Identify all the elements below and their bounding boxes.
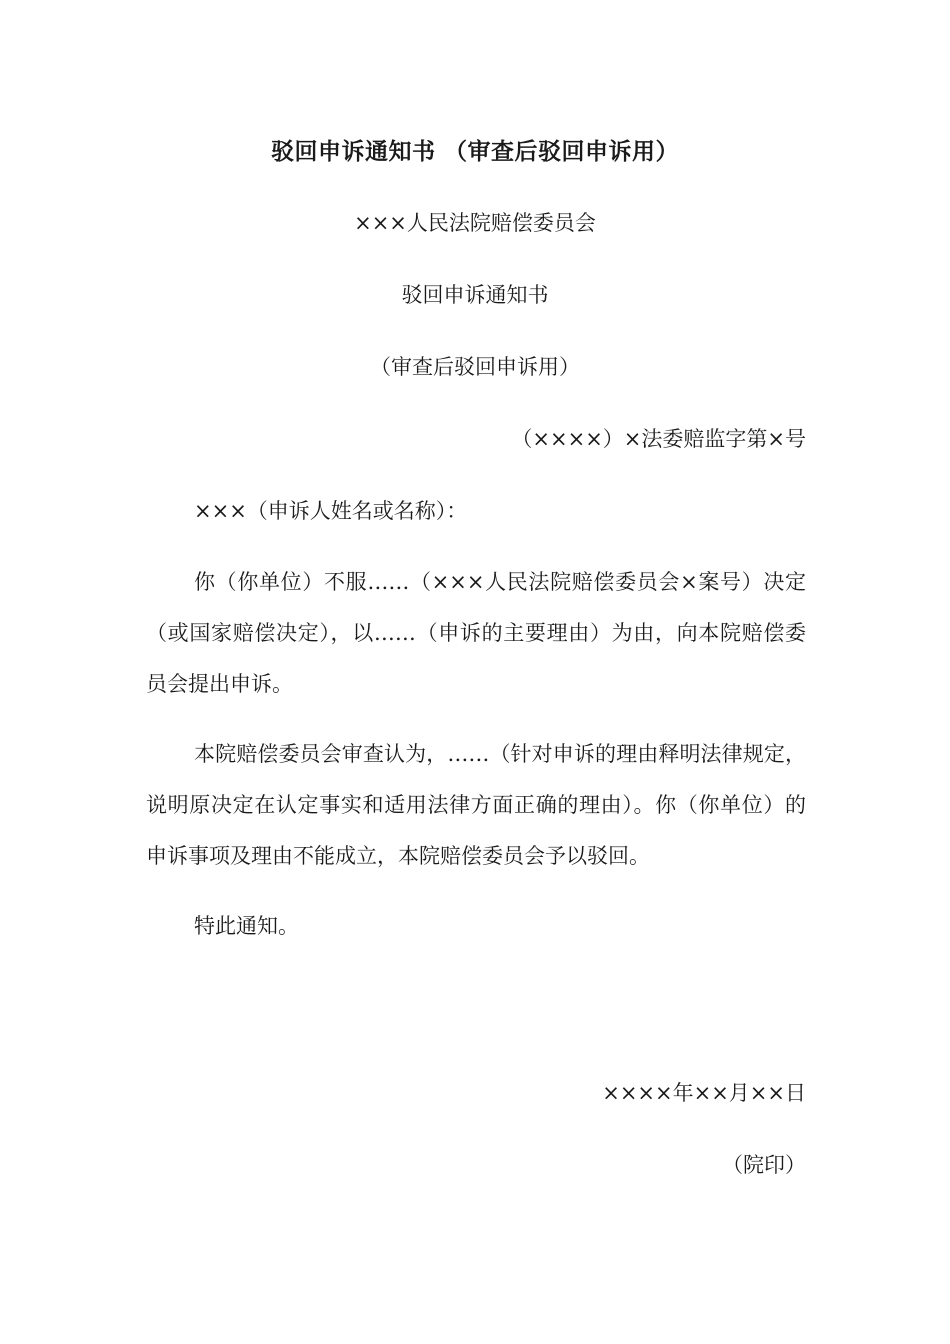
body-paragraph-2: 本院赔偿委员会审查认为，……（针对申诉的理由释明法律规定，说明原决定在认定事实和适用法律方面正确的理由）。你（你单位）的申诉事项及理由不能成立，本院赔偿委员会予以驳回。 xyxy=(146,742,806,868)
document-subtype: （审查后驳回申诉用） xyxy=(370,355,580,379)
document-date: ××××年××月××日 xyxy=(602,1081,806,1105)
closing-phrase: 特此通知。 xyxy=(194,914,299,938)
document-name: 驳回申诉通知书 xyxy=(401,283,549,307)
issuer-name: ×××人民法院赔偿委员会 xyxy=(354,211,596,235)
document-main-title: 驳回申诉通知书 （审查后驳回申诉用） xyxy=(270,139,679,165)
body-paragraph-1: 你（你单位）不服……（×××人民法院赔偿委员会×案号）决定（或国家赔偿决定），以……（申诉的主要理由）为由，向本院赔偿委员会提出申诉。 xyxy=(146,570,806,696)
addressee: ×××（申诉人姓名或名称）： xyxy=(194,499,468,523)
case-number: （××××）×法委赔监字第×号 xyxy=(511,427,806,451)
court-seal-note: （院印） xyxy=(722,1153,806,1177)
